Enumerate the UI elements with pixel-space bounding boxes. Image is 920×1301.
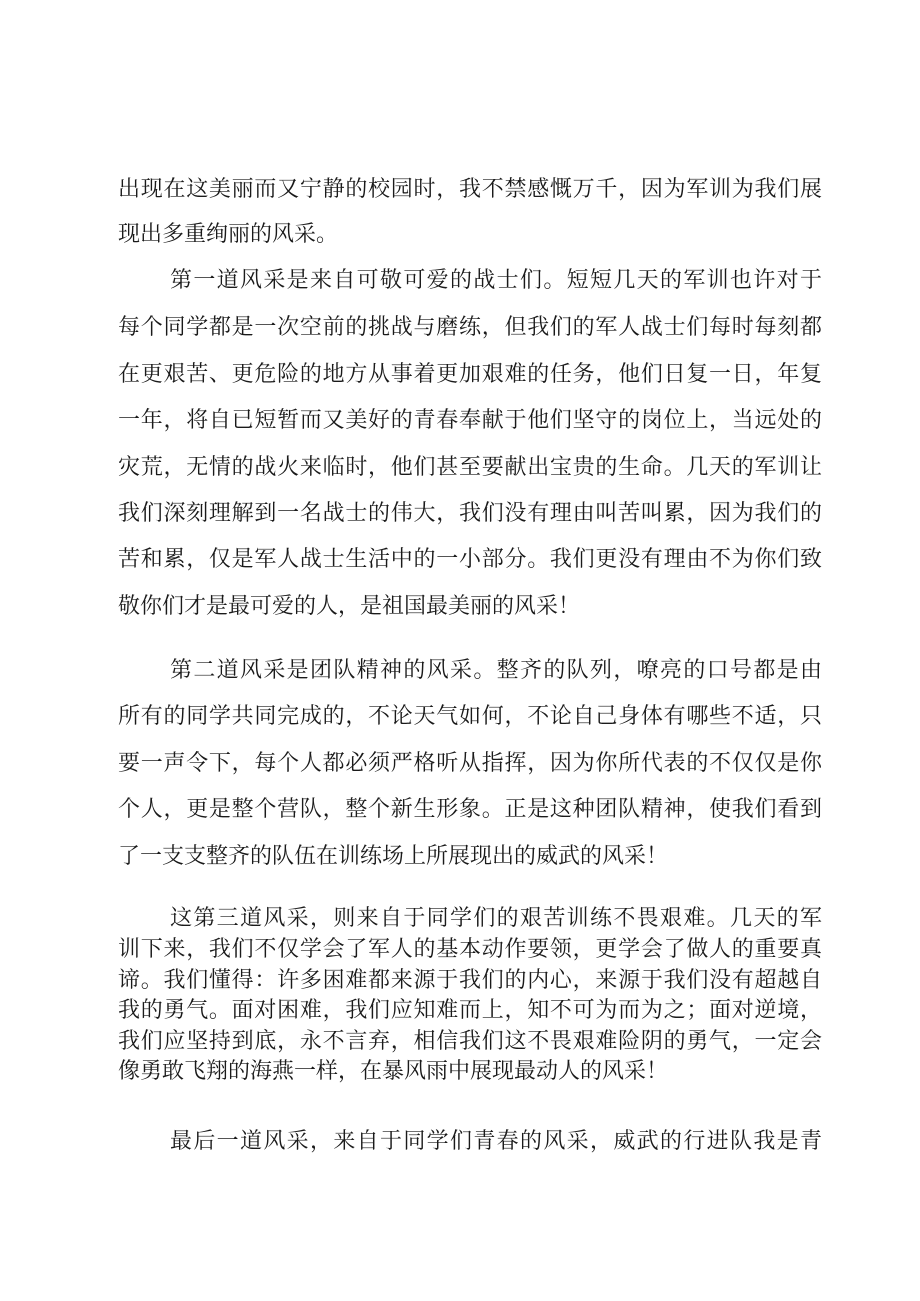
text-line: 第二道风采是团队精神的风采。整齐的队列，嘹亮的口号都是由 bbox=[170, 658, 822, 683]
text-line: 苦和累，仅是军人战士生活中的一小部分。我们更没有理由不为你们致 bbox=[118, 547, 822, 572]
text-line: 最后一道风采，来自于同学们青春的风采，威武的行进队我是青 bbox=[170, 1129, 822, 1154]
text-line: 训下来，我们不仅学会了军人的基本动作要领，更学会了做人的重要真 bbox=[118, 937, 822, 962]
text-line: 一年，将自已短暂而又美好的青春奉献于他们坚守的岗位上，当远处的 bbox=[118, 408, 822, 433]
text-line: 灾荒，无情的战火来临时，他们甚至要献出宝贵的生命。几天的军训让 bbox=[118, 455, 822, 480]
text-line: 所有的同学共同完成的，不论天气如何，不论自己身体有哪些不适，只 bbox=[118, 704, 822, 729]
text-line: 出现在这美丽而又宁静的校园时，我不禁感慨万千，因为军训为我们展 bbox=[118, 177, 822, 202]
text-line: 要一声令下，每个人都必须严格听从指挥，因为你所代表的不仅仅是你 bbox=[118, 751, 822, 776]
text-line: 我们深刻理解到一名战士的伟大，我们没有理由叫苦叫累，因为我们的 bbox=[118, 501, 822, 526]
text-line: 敬你们才是最可爱的人，是祖国最美丽的风采！ bbox=[118, 594, 581, 619]
text-line: 我的勇气。面对困难，我们应知难而上，知不可为而为之；面对逆境， bbox=[118, 998, 822, 1023]
text-line: 现出多重绚丽的风采。 bbox=[118, 222, 339, 247]
text-line: 每个同学都是一次空前的挑战与磨练，但我们的军人战士们每时每刻都 bbox=[118, 315, 822, 340]
text-line: 第一道风采是来自可敬可爱的战士们。短短几天的军训也许对于 bbox=[170, 268, 822, 293]
text-line: 像勇敢飞翔的海燕一样，在暴风雨中展现最动人的风采！ bbox=[118, 1059, 669, 1084]
text-line: 在更艰苦、更危险的地方从事着更加艰难的任务，他们日复一日，年复 bbox=[118, 362, 822, 387]
text-line: 这第三道风采，则来自于同学们的艰苦训练不畏艰难。几天的军 bbox=[170, 906, 822, 931]
text-line: 了一支支整齐的队伍在训练场上所展现出的威武的风采！ bbox=[118, 844, 669, 869]
text-line: 谛。我们懂得：许多困难都来源于我们的内心，来源于我们没有超越自 bbox=[118, 968, 822, 993]
text-line: 我们应坚持到底，永不言弃，相信我们这不畏艰难险阴的勇气，一定会 bbox=[118, 1029, 822, 1054]
text-line: 个人，更是整个营队，整个新生形象。正是这种团队精神，使我们看到 bbox=[118, 797, 822, 822]
